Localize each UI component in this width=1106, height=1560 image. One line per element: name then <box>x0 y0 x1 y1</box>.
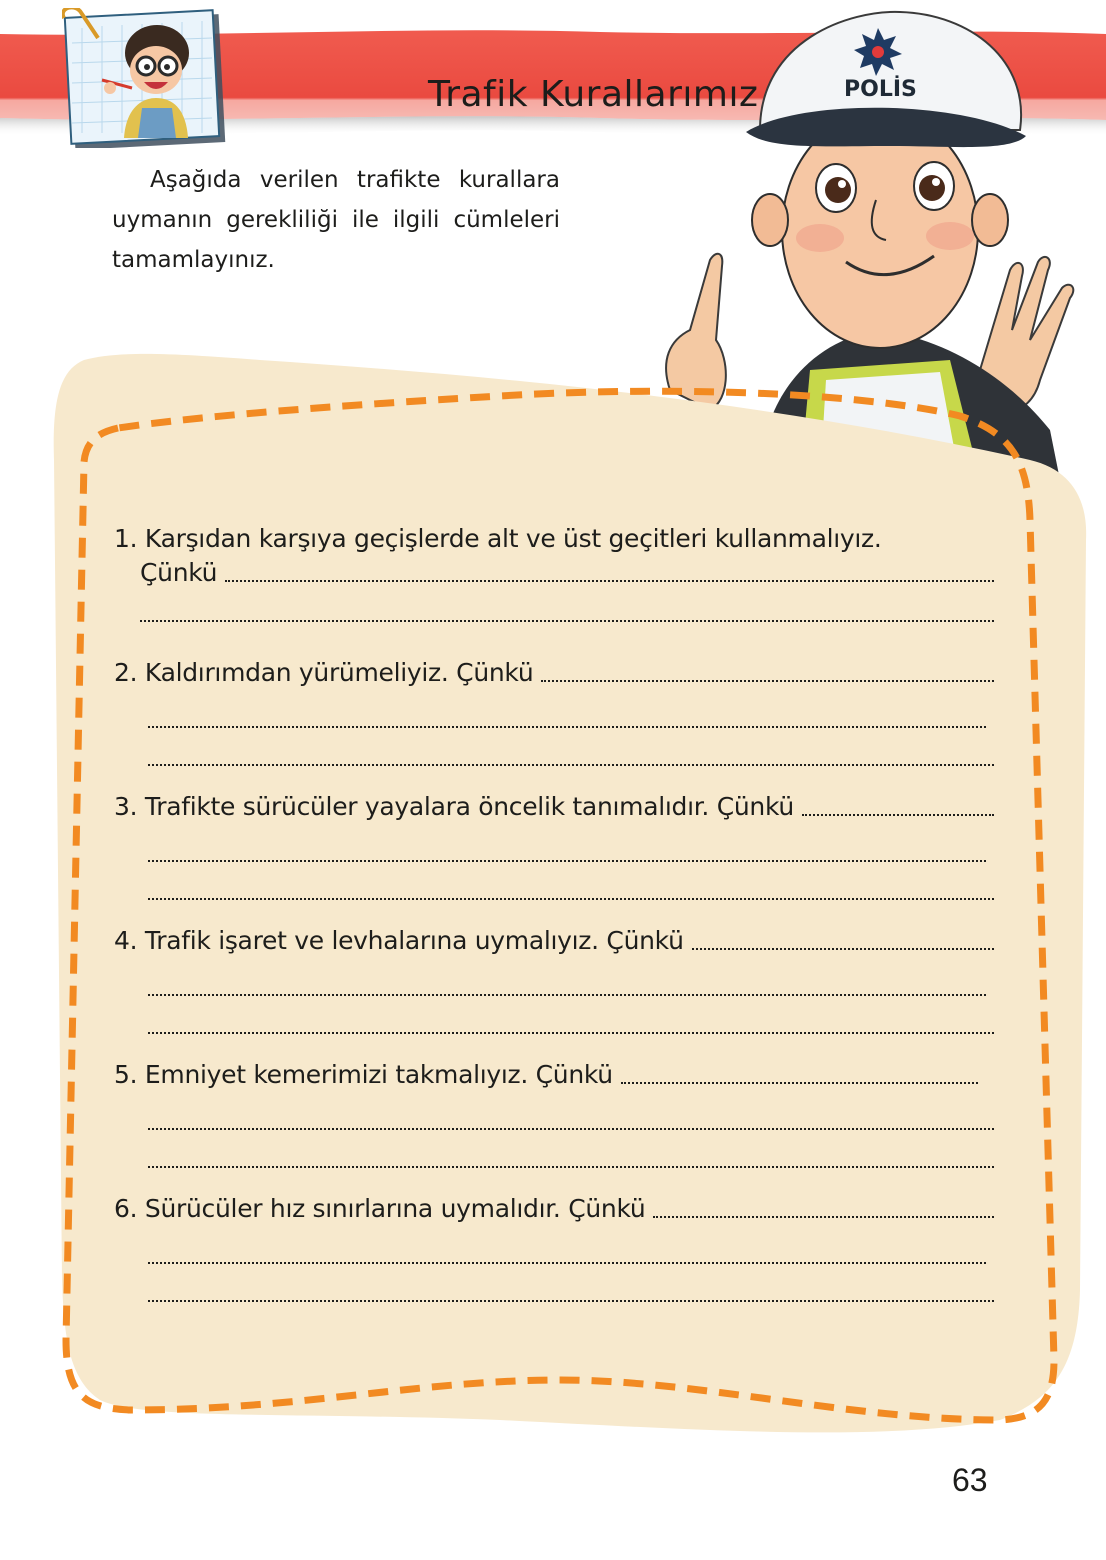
answer-blank[interactable] <box>148 690 986 728</box>
question-6 <box>114 1192 994 1326</box>
answer-blank[interactable] <box>802 790 994 816</box>
answer-blank[interactable] <box>148 728 994 766</box>
answer-blank[interactable] <box>148 958 986 996</box>
answer-blank[interactable] <box>225 556 994 582</box>
question-text: Kaldırımdan yürümeliyiz. Çünkü <box>144 658 534 687</box>
question-number: 1. <box>114 524 138 553</box>
question-4 <box>114 924 994 1058</box>
instruction-text <box>112 160 560 280</box>
answer-blank[interactable] <box>148 824 986 862</box>
question-5 <box>114 1058 994 1192</box>
question-text: Trafikte sürücüler yayalara öncelik tanımalıdır. Çünkü <box>144 792 794 821</box>
question-text: Sürücüler hız sınırlarına uymalıdır. Çünkü <box>144 1194 646 1223</box>
instruction-paragraph: Aşağıda verilen trafikte kurallara uymanın gerekliliği ile ilgili cümleleri tamamlayınız. <box>112 167 560 273</box>
question-3 <box>114 790 994 924</box>
cap-label: POLİS <box>844 77 917 102</box>
boy-illustration <box>62 8 230 148</box>
because-label: Çünkü <box>140 558 218 587</box>
answer-blank[interactable] <box>148 1130 994 1168</box>
answer-blank[interactable] <box>653 1192 994 1218</box>
question-1 <box>114 522 994 656</box>
question-2 <box>114 656 994 790</box>
question-number: 4. <box>114 926 138 955</box>
answer-blank[interactable] <box>148 1264 994 1302</box>
question-number: 3. <box>114 792 138 821</box>
answer-blank[interactable] <box>148 996 994 1034</box>
answer-blank[interactable] <box>621 1058 978 1084</box>
answer-blank[interactable] <box>148 862 994 900</box>
question-list <box>114 522 994 1326</box>
question-number: 2. <box>114 658 138 687</box>
answer-blank[interactable] <box>148 1092 994 1130</box>
answer-blank[interactable] <box>140 590 994 622</box>
question-text: Trafik işaret ve levhalarına uymalıyız. Çünkü <box>144 926 684 955</box>
page-title: Trafik Kurallarımız <box>428 74 759 115</box>
answer-blank[interactable] <box>541 656 994 682</box>
answer-blank[interactable] <box>692 924 994 950</box>
page-number: 63 <box>952 1462 988 1498</box>
question-number: 5. <box>114 1060 138 1089</box>
question-text: Emniyet kemerimizi takmalıyız. Çünkü <box>144 1060 613 1089</box>
answer-blank[interactable] <box>148 1226 986 1264</box>
question-text: Karşıdan karşıya geçişlerde alt ve üst geçitleri kullanmalıyız. <box>144 524 882 553</box>
question-number: 6. <box>114 1194 138 1223</box>
